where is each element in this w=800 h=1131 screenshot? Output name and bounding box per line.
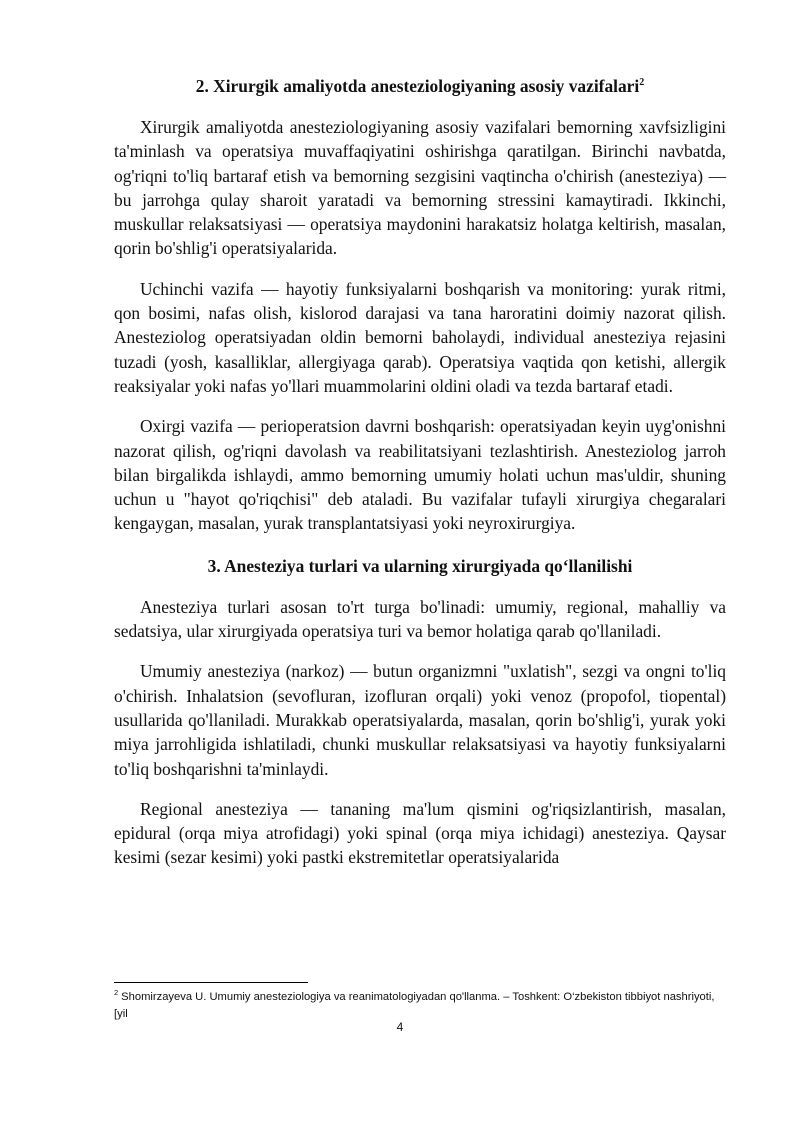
footnote-reference: 2 bbox=[639, 77, 645, 89]
section-2-paragraph-2: Uchinchi vazifa — hayotiy funksiyalarni boshqarish va monitoring: yurak ritmi, qon bosimi, nafas olish, kislorod darajasi va tana haroratini doimiy nazorat qilish. Anesteziolog operatsiyadan oldin bemorni baholaydi, individual anesteziya rejasini tuzadi (yosh, kasalliklar, allergiyaga qarab). Operatsiya vaqtida qon ketishi, allergik reaksiyalar yoki nafas yo'llari muammolarini oldini oladi va tezda bartaraf etadi. bbox=[114, 278, 726, 396]
footnote-number: 2 bbox=[114, 988, 119, 998]
footnote-separator bbox=[114, 982, 308, 983]
section-2-paragraph-1: Xirurgik amaliyotda anesteziologiyaning asosiy vazifalari bemorning xavfsizligini ta'minlash va operatsiya muvaffaqiyatini oshirishga qaratilgan. Birinchi navbatda, og'riqni to'liq bartaraf etish va bemorning sezgisini vaqtincha o'chirish (anesteziya) — bu jarrohga qulay sharoit yaratadi va bemorning stressini kamaytiradi. Ikkinchi, muskullar relaksatsiyasi — operatsiya maydonini harakatsiz holatga keltirish, masalan, qorin bo'shlig'i operatsiyalarida. bbox=[114, 117, 726, 259]
section-3-heading: 3. Anesteziya turlari va ularning xirurgiyada qo‘llanilishi bbox=[207, 555, 633, 576]
section-2-heading-text: 2. Xirurgik amaliyotda anesteziologiyaning asosiy vazifalari bbox=[195, 76, 640, 96]
page-content bbox=[114, 74, 726, 870]
section-3-paragraph-1: Anesteziya turlari asosan to'rt turga bo'linadi: umumiy, regional, mahalliy va sedatsiya, ular xirurgiyada operatsiya turi va bemor holatiga qarab qo'llaniladi. bbox=[114, 596, 726, 642]
section-3-paragraph-2: Umumiy anesteziya (narkoz) — butun organizmni "uxlatish", sezgi va ongni to'liq o'chirish. Inhalatsion (sevofluran, izofluran orqali) yoki venoz (propofol, tiopental) usullarida qo'llaniladi. Murakkab operatsiyalarda, masalan, qorin bo'shlig'i, yurak yoki miya jarrohligida ishlatiladi, chunki muskullar relaksatsiyasi va hayotiy funksiyalarni to'liq boshqarishni ta'minlaydi. bbox=[114, 661, 726, 779]
section-2-heading bbox=[114, 74, 726, 99]
footnote bbox=[114, 989, 726, 1023]
page-number: 4 bbox=[396, 1020, 404, 1034]
section-3-paragraph-3: Regional anesteziya — tananing ma'lum qismini og'riqsizlantirish, masalan, epidural (orqa miya atrofidagi) yoki spinal (orqa miya ichidagi) anesteziya. Qaysar kesimi (sezar kesimi) yoki pastki ekstremitetlar operatsiyalarida bbox=[114, 798, 726, 868]
footnote-text: Shomirzayeva U. Umumiy anesteziologiya va reanimatologiyadan qo'llanma. – Toshkent: O‘zbekiston tibbiyot nashriyoti, [yil bbox=[114, 991, 715, 1020]
section-2-paragraph-3: Oxirgi vazifa — perioperatsion davrni boshqarish: operatsiyadan keyin uyg'onishni nazorat qilish, og'riqni davolash va reabilitatsiyani tezlashtirish. Anesteziolog jarroh bilan birgalikda ishlaydi, ammo bemorning umumiy holati uchun mas'uldir, shuning uchun u "hayot qo'riqchisi" deb ataladi. Bu vazifalar tufayli xirurgiya chegaralari kengaygan, masalan, yurak transplantatsiyasi yoki neyroxirurgiya. bbox=[114, 416, 726, 534]
